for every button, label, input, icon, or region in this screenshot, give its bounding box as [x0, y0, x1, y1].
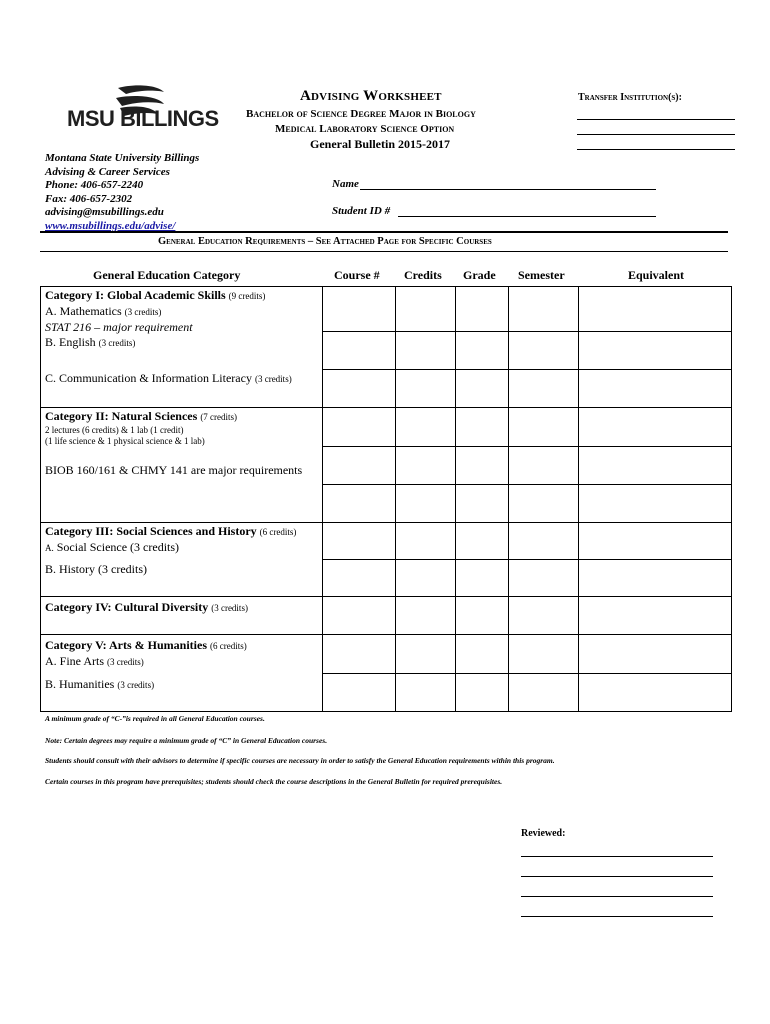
note-min-grade: A minimum grade of “C-”is required in all General Education courses. — [45, 714, 265, 723]
column-divider — [455, 286, 456, 712]
category-1b-credits: (3 credits) — [98, 338, 136, 348]
column-divider — [578, 286, 579, 712]
reviewed-line-3[interactable] — [521, 896, 713, 897]
category-1a-label: A. Mathematics — [45, 304, 122, 318]
worksheet-title: Advising Worksheet — [300, 88, 442, 104]
transfer-institution-label: Transfer Institution(s): — [578, 92, 682, 103]
student-id-field[interactable] — [398, 216, 656, 217]
category-4-title: Category IV: Cultural Diversity — [45, 600, 209, 614]
fax-number: Fax: 406-657-2302 — [45, 192, 133, 205]
category-3a-prefix: A. — [45, 543, 54, 553]
column-header-category: General Education Category — [93, 268, 241, 282]
note-consult-advisors: Students should consult with their advisors to determine if specific courses are necessary in order to satisfy the General Education requirements within this program. — [45, 756, 555, 765]
column-header-credits: Credits — [404, 268, 442, 282]
section-title: General Education Requirements – See Attached Page for Specific Courses — [158, 236, 492, 247]
category-5b-block — [45, 677, 320, 693]
option-subtitle: Medical Laboratory Science Option — [275, 123, 455, 135]
column-header-equivalent: Equivalent — [628, 268, 685, 282]
category-5-title: Category V: Arts & Humanities — [45, 638, 207, 652]
category-4-credits: (3 credits) — [211, 603, 248, 613]
category-1-block — [45, 288, 320, 351]
category-1-credits: (9 credits) — [228, 291, 266, 301]
category-2-note: BIOB 160/161 & CHMY 141 are major requirements — [45, 463, 303, 477]
column-divider — [322, 286, 323, 712]
bulletin-year: General Bulletin 2015-2017 — [310, 137, 450, 151]
column-header-course: Course # — [334, 268, 380, 282]
category-2-detail-1: 2 lectures (6 credits) & 1 lab (1 credit) — [45, 425, 184, 435]
name-field[interactable] — [360, 189, 656, 190]
category-1c-credits: (3 credits) — [254, 374, 292, 384]
email-address: advising@msubillings.edu — [45, 206, 164, 218]
category-3b-label: B. History (3 credits) — [45, 562, 147, 576]
department-name: Advising & Career Services — [45, 165, 170, 178]
category-1a-note: STAT 216 – major requirement — [45, 320, 193, 334]
column-header-grade: Grade — [463, 268, 496, 282]
category-2-block — [45, 409, 320, 447]
category-5b-credits: (3 credits) — [117, 680, 155, 690]
reviewed-line-4[interactable] — [521, 916, 713, 917]
category-2-detail-2: (1 life science & 1 physical science & 1 lab) — [45, 436, 205, 446]
category-1-title: Category I: Global Academic Skills — [45, 288, 226, 302]
category-3-credits: (6 credits) — [259, 527, 297, 537]
category-5a-label: A. Fine Arts — [45, 654, 105, 668]
category-2-title: Category II: Natural Sciences — [45, 409, 198, 423]
column-divider — [508, 286, 509, 712]
category-divider — [40, 522, 732, 523]
column-divider — [395, 286, 396, 712]
row-divider — [322, 484, 732, 485]
reviewed-line-2[interactable] — [521, 876, 713, 877]
row-divider — [322, 673, 732, 674]
name-label: Name — [332, 178, 359, 190]
section-rule-top — [40, 231, 728, 233]
note-prerequisites: Certain courses in this program have prerequisites; students should check the course descriptions in the General Bulletin for required prerequisites. — [45, 777, 503, 786]
website-link[interactable]: www.msubillings.edu/advise/ — [45, 219, 176, 232]
university-name: Montana State University Billings — [45, 152, 200, 164]
category-3-block — [45, 524, 320, 556]
student-id-label: Student ID # — [332, 205, 391, 217]
phone-number: Phone: 406-657-2240 — [45, 179, 144, 191]
category-1c-label: C. Communication & Information Literacy — [45, 371, 252, 385]
category-3a-label: Social Science (3 credits) — [56, 540, 180, 554]
row-divider — [322, 331, 732, 332]
category-2-credits: (7 credits) — [200, 412, 238, 422]
category-divider — [40, 634, 732, 635]
contact-block — [45, 152, 199, 233]
category-5b-label: B. Humanities — [45, 677, 115, 691]
logo-text: MSU BILLINGS — [67, 106, 219, 131]
row-divider — [322, 559, 732, 560]
category-5-block — [45, 638, 320, 670]
category-5-credits: (6 credits) — [210, 641, 247, 651]
category-1b-label: B. English — [45, 335, 96, 349]
transfer-institution-line-2[interactable] — [577, 134, 735, 135]
category-1c-block — [45, 371, 320, 387]
category-3-title: Category III: Social Sciences and History — [45, 524, 257, 538]
reviewed-label: Reviewed: — [521, 828, 566, 839]
column-header-semester: Semester — [518, 268, 565, 282]
row-divider — [322, 446, 732, 447]
category-divider — [40, 596, 732, 597]
category-1a-credits: (3 credits) — [124, 307, 162, 317]
transfer-institution-line-1[interactable] — [577, 119, 735, 120]
category-4-block — [45, 600, 320, 616]
transfer-institution-line-3[interactable] — [577, 149, 735, 150]
note-certain-degrees: Note: Certain degrees may require a minimum grade of “C” in General Education courses. — [45, 736, 328, 745]
row-divider — [322, 369, 732, 370]
category-5a-credits: (3 credits) — [107, 657, 144, 667]
reviewed-line-1[interactable] — [521, 856, 713, 857]
degree-subtitle: Bachelor of Science Degree Major in Biology — [246, 108, 476, 120]
section-rule-bottom — [40, 251, 728, 252]
category-divider — [40, 407, 732, 408]
